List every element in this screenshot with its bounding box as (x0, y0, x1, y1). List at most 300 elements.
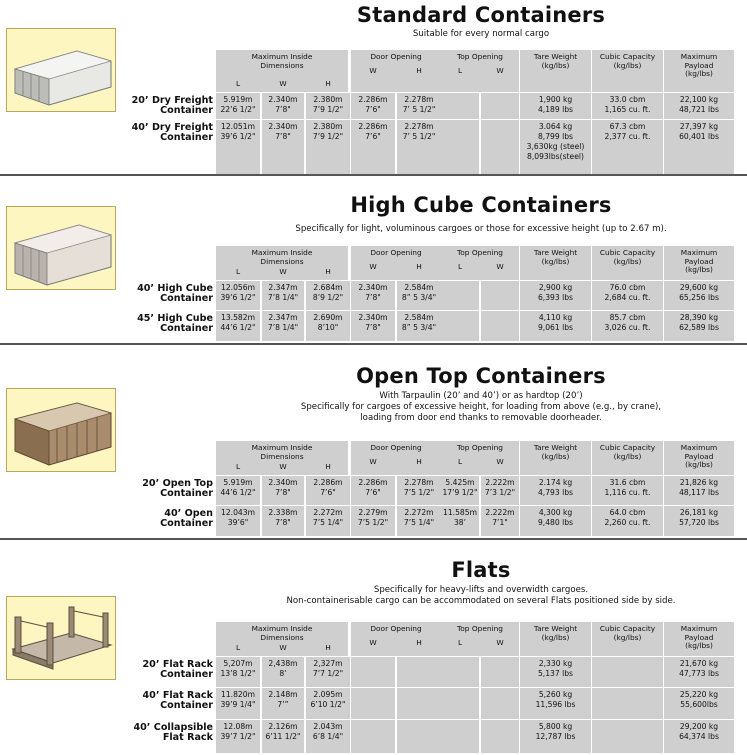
row-label (118, 479, 215, 499)
cell-line: 8’ (279, 669, 287, 678)
section-subtitle (215, 224, 747, 235)
cell-line: 2.286m (358, 95, 388, 104)
cell-w (262, 506, 304, 536)
header-line: Door Opening (370, 624, 422, 633)
row-label-line: 45’ High Cube (137, 313, 213, 324)
subtitle-line: Non-containerisable cargo can be accommodated on several Flats positioned side by side. (286, 596, 676, 606)
header-line: Tare Weight (533, 443, 578, 452)
cell-tw (481, 93, 519, 119)
cell-line: 13’8 1/2" (220, 669, 256, 678)
cell-payload (664, 311, 734, 341)
cell-line: 3.064 kg (538, 122, 573, 131)
header-top-l: L (457, 262, 463, 271)
cell-line: 25,220 kg (679, 690, 719, 699)
cell-l (216, 688, 260, 719)
cell-dw (351, 506, 395, 536)
header-cubic-capacity (592, 246, 663, 280)
cell-cubic (592, 93, 663, 119)
row-label (118, 284, 215, 304)
header-line: (kg/lbs) (613, 256, 642, 266)
header-top-w: W (496, 262, 504, 271)
header-door-w: W (369, 262, 377, 271)
row-label-line: 40’ Open (164, 508, 213, 519)
cell-line: 2,327m (313, 659, 343, 668)
cell-line: 2,260 cu. ft. (604, 518, 651, 527)
cell-tw (481, 657, 519, 687)
cell-w (262, 688, 304, 719)
cell-line: 9,480 lbs (537, 518, 574, 527)
cell-tl (441, 311, 479, 341)
subtitle-line: Specifically for cargoes of excessive height, for loading from above (e.g., by crane), (300, 402, 662, 412)
cell-line: 3,630kg (steel) (526, 142, 585, 151)
header-tare-weight (520, 50, 591, 92)
cell-tw (481, 688, 519, 719)
cell-line: 7’8" (275, 132, 291, 141)
cell-dh (397, 688, 441, 719)
cell-w (262, 120, 304, 174)
header-door-w: W (369, 66, 377, 75)
header-line: Top Opening (457, 443, 503, 452)
cell-line: 39’6" (227, 518, 249, 527)
header-cubic-capacity (592, 622, 663, 656)
cell-cubic (592, 506, 663, 536)
row-label-line: 40’ Flat Rack (142, 690, 213, 701)
cell-line: 2.222m (485, 508, 515, 517)
header-line: Tare Weight (533, 248, 578, 257)
cell-line: 2.278m (404, 122, 434, 131)
cell-line: 7’8 1/4" (267, 323, 299, 332)
cell-line: 7’3 1/2" (484, 488, 516, 497)
cell-line: 2.286m (313, 478, 343, 487)
cell-line: 2.584m (404, 313, 434, 322)
cell-line: 2.043m (313, 722, 343, 731)
header-line: (kg/lbs) (613, 632, 642, 642)
cell-line: 39’7 1/2" (220, 732, 256, 741)
cell-dh (397, 476, 441, 505)
cell-line: 2.279m (358, 508, 388, 517)
row-label-line: Container (160, 518, 213, 529)
header-max-payload (664, 441, 734, 475)
header-w: W (279, 267, 287, 276)
cell-line: 2.340m (358, 313, 388, 322)
header-door-h: H (416, 262, 422, 271)
cell-payload (664, 657, 734, 687)
cell-dh (397, 281, 441, 310)
cell-line: 57,720 lbs (679, 518, 719, 527)
cell-l (216, 720, 260, 753)
cell-line: 11,596 lbs (535, 700, 576, 709)
row-label (118, 723, 215, 743)
header-line: Dimensions (260, 451, 304, 461)
header-line: Maximum (680, 443, 718, 452)
cell-line: 8,799 lbs (537, 132, 574, 141)
cell-line: 27,397 kg (679, 122, 719, 131)
cell-line: 5,800 kg (538, 722, 573, 731)
cell-tare (520, 120, 591, 174)
header-line: Tare Weight (533, 52, 578, 61)
cell-tare (520, 93, 591, 119)
cell-line: 21,670 kg (679, 659, 719, 668)
header-tare-weight (520, 246, 591, 280)
header-line: Top Opening (457, 52, 503, 61)
row-label (118, 691, 215, 711)
cell-payload (664, 506, 734, 536)
cell-tw (481, 311, 519, 341)
cell-line: 2.286m (358, 478, 388, 487)
header-line: Door Opening (370, 443, 422, 452)
cell-line: 7’8" (275, 518, 291, 527)
header-door-w: W (369, 457, 377, 466)
header-h: H (325, 462, 331, 471)
section-divider (0, 538, 747, 540)
cell-dh (397, 506, 441, 536)
cell-payload (664, 476, 734, 505)
cell-line: 85.7 cbm (609, 313, 646, 322)
cell-line: 2.584m (404, 283, 434, 292)
header-line: Maximum (680, 248, 718, 257)
header-top-l: L (457, 638, 463, 647)
cell-cubic (592, 476, 663, 505)
cell-line: 11.820m (221, 690, 255, 699)
cell-tare (520, 506, 591, 536)
cell-line: 6’11 1/2" (265, 732, 301, 741)
cell-line: 44’6 1/2" (220, 323, 256, 332)
cell-line: 1,900 kg (538, 95, 573, 104)
cell-line: 2,377 cu. ft. (604, 132, 651, 141)
open-top-container-icon (6, 388, 116, 472)
header-line: Maximum Inside (251, 52, 313, 61)
header-top-w: W (496, 457, 504, 466)
cell-line: 12.051m (221, 122, 255, 131)
header-line: Payload (684, 256, 714, 266)
cell-line: 2.340m (268, 122, 298, 131)
cell-tw (481, 281, 519, 310)
cell-line: 7’7 1/2" (312, 669, 344, 678)
high-cube-container-icon (6, 206, 116, 290)
flat-rack-icon (6, 596, 116, 680)
cell-line: 64,374 lbs (679, 732, 719, 741)
cell-dh (397, 120, 441, 174)
header-line: Maximum Inside (251, 248, 313, 257)
cell-l (216, 657, 260, 687)
section-divider (0, 174, 747, 176)
cell-tl (441, 688, 479, 719)
cell-line: 7’6" (365, 488, 381, 497)
row-label-line: Container (160, 488, 213, 499)
cell-line: 7’5 1/2" (357, 518, 389, 527)
header-door-h: H (416, 638, 422, 647)
header-line: Maximum (680, 624, 718, 633)
row-label (118, 509, 215, 529)
cell-tare (520, 688, 591, 719)
header-line: Payload (684, 60, 714, 70)
header-door-h: H (416, 457, 422, 466)
cell-h (306, 120, 350, 174)
cell-line: 5,137 lbs (537, 669, 574, 678)
cell-line: 8” 5 3/4" (401, 323, 437, 332)
section-title: Open Top Containers (356, 364, 606, 388)
cell-cubic (592, 281, 663, 310)
cell-line: 1,165 cu. ft. (604, 105, 651, 114)
cell-line: 29,200 kg (679, 722, 719, 731)
cell-tare (520, 720, 591, 753)
cell-line: 2.380m (313, 95, 343, 104)
header-line: Cubic Capacity (599, 248, 656, 257)
section-subtitle (215, 29, 747, 40)
cell-line: 31.6 cbm (609, 478, 646, 487)
cell-line: 7’8" (275, 488, 291, 497)
cell-line: 60,401 lbs (679, 132, 719, 141)
cell-tl (441, 281, 479, 310)
cell-dw (351, 476, 395, 505)
cell-dh (397, 93, 441, 119)
cell-dh (397, 720, 441, 753)
header-line: (kg/lbs) (685, 460, 713, 469)
cell-line: 4,189 lbs (537, 105, 574, 114)
header-line: (kg/lbs) (541, 256, 570, 266)
row-label (118, 123, 215, 143)
cell-line: 5.919m (223, 478, 253, 487)
cell-l (216, 93, 260, 119)
header-line: Dimensions (260, 60, 304, 70)
header-line: (kg/lbs) (541, 632, 570, 642)
header-line: Dimensions (260, 632, 304, 642)
header-w: W (279, 79, 287, 88)
cell-line: 7’6" (320, 488, 336, 497)
cell-line: 8,093lbs(steel) (527, 152, 584, 161)
cell-tw (481, 476, 519, 505)
cell-line: 2.338m (268, 508, 298, 517)
cell-line: 7’8" (275, 105, 291, 114)
cell-line: 7’” (277, 700, 289, 709)
cell-line: 2,684 cu. ft. (604, 293, 651, 302)
header-door-h: H (416, 66, 422, 75)
cell-line: 5,207m (223, 659, 253, 668)
cell-h (306, 506, 350, 536)
cell-line: 47,773 lbs (679, 669, 719, 678)
row-label-line: Flat Rack (162, 732, 213, 743)
header-l: L (235, 79, 241, 88)
cell-line: 6,393 lbs (537, 293, 574, 302)
header-w: W (279, 462, 287, 471)
cell-line: 28,390 kg (679, 313, 719, 322)
cell-line: 2.347m (268, 283, 298, 292)
cell-line: 44’6 1/2" (220, 488, 256, 497)
header-h: H (325, 267, 331, 276)
cell-line: 22’6 1/2" (220, 105, 256, 114)
cell-payload (664, 281, 734, 310)
row-label-line: Container (160, 700, 213, 711)
header-top-l: L (457, 66, 463, 75)
cell-line: 39’9 1/4" (220, 700, 256, 709)
cell-line: 21,826 kg (679, 478, 719, 487)
header-line: (kg/lbs) (685, 265, 713, 274)
row-label-line: Container (160, 669, 213, 680)
cell-line: 2.278m (404, 478, 434, 487)
cell-line: 2.380m (313, 122, 343, 131)
cell-line: 2.286m (358, 122, 388, 131)
header-line: Payload (684, 451, 714, 461)
row-label-line: 40’ Dry Freight (131, 122, 213, 133)
cell-line: 7’9 1/2" (312, 105, 344, 114)
cell-line: 7’5 1/4" (312, 518, 344, 527)
row-label-line: 40’ Collapsible (133, 722, 213, 733)
cell-line: 7’ 5 1/2" (402, 132, 436, 141)
cell-tare (520, 281, 591, 310)
cell-cubic (592, 657, 663, 687)
header-line: (kg/lbs) (541, 60, 570, 70)
cell-line: 5.425m (445, 478, 475, 487)
cell-line: 7’5 1/4" (403, 518, 435, 527)
subtitle-line: With Tarpaulin (20’ and 40’) or as hardtop (20’) (379, 391, 583, 401)
header-w: W (279, 643, 287, 652)
cell-w (262, 720, 304, 753)
header-line: Maximum Inside (251, 624, 313, 633)
header-cubic-capacity (592, 50, 663, 92)
cell-tl (441, 476, 479, 505)
cell-line: 62,589 lbs (679, 323, 719, 332)
row-label-line: 20’ Flat Rack (142, 659, 213, 670)
cell-tl (441, 720, 479, 753)
cell-line: 6’8 1/4" (312, 732, 344, 741)
cell-line: 2.340m (358, 283, 388, 292)
cell-line: 7’6" (365, 132, 381, 141)
header-tare-weight (520, 441, 591, 475)
header-h: H (325, 643, 331, 652)
row-label-line: Container (160, 323, 213, 334)
cell-l (216, 281, 260, 310)
cell-line: 2.272m (404, 508, 434, 517)
cell-w (262, 476, 304, 505)
header-line: Cubic Capacity (599, 624, 656, 633)
section-title: Flats (451, 558, 511, 582)
header-max-payload (664, 622, 734, 656)
cell-line: 7’1" (492, 518, 508, 527)
header-line: Cubic Capacity (599, 443, 656, 452)
cell-line: 3,026 cu. ft. (604, 323, 651, 332)
header-line: Door Opening (370, 248, 422, 257)
cell-line: 39’6 1/2" (220, 132, 256, 141)
cell-w (262, 93, 304, 119)
header-line: Maximum Inside (251, 443, 313, 452)
cell-line: 1,116 cu. ft. (604, 488, 651, 497)
cell-line: 4,793 lbs (537, 488, 574, 497)
cell-line: 2.340m (268, 95, 298, 104)
cell-dw (351, 311, 395, 341)
cell-h (306, 93, 350, 119)
cell-tw (481, 120, 519, 174)
cell-line: 2.278m (404, 95, 434, 104)
cell-payload (664, 720, 734, 753)
header-l: L (235, 462, 241, 471)
header-line: Door Opening (370, 52, 422, 61)
cell-h (306, 688, 350, 719)
cell-line: 26,181 kg (679, 508, 719, 517)
dry-container-icon (6, 28, 116, 112)
row-label-line: 40’ High Cube (137, 283, 213, 294)
cell-line: 2,330 kg (538, 659, 573, 668)
header-line: (kg/lbs) (685, 641, 713, 650)
cell-line: 11.585m (443, 508, 477, 517)
header-line: Payload (684, 632, 714, 642)
cell-line: 9,061 lbs (537, 323, 574, 332)
cell-w (262, 311, 304, 341)
cell-line: 4,110 kg (538, 313, 573, 322)
cell-h (306, 657, 350, 687)
cell-cubic (592, 720, 663, 753)
cell-dw (351, 120, 395, 174)
cell-line: 29,600 kg (679, 283, 719, 292)
cell-line: 39’6 1/2" (220, 293, 256, 302)
cell-cubic (592, 688, 663, 719)
header-line: Top Opening (457, 624, 503, 633)
header-h: H (325, 79, 331, 88)
header-line: (kg/lbs) (541, 451, 570, 461)
cell-line: 8” 5 3/4" (401, 293, 437, 302)
cell-line: 33.0 cbm (609, 95, 646, 104)
section-divider (0, 343, 747, 345)
header-door-w: W (369, 638, 377, 647)
cell-w (262, 657, 304, 687)
cell-line: 38’ (453, 518, 467, 527)
cell-payload (664, 688, 734, 719)
cell-tare (520, 311, 591, 341)
cell-dw (351, 93, 395, 119)
cell-line: 2.272m (313, 508, 343, 517)
cell-l (216, 120, 260, 174)
cell-h (306, 281, 350, 310)
cell-tl (441, 506, 479, 536)
cell-line: 7’8 1/4" (267, 293, 299, 302)
cell-line: 7’8" (365, 323, 381, 332)
cell-line: 4,300 kg (538, 508, 573, 517)
cell-tl (441, 657, 479, 687)
header-line: Dimensions (260, 256, 304, 266)
header-top-l: L (457, 457, 463, 466)
row-label (118, 314, 215, 334)
cell-line: 2.174 kg (538, 478, 573, 487)
header-line: Cubic Capacity (599, 52, 656, 61)
cell-h (306, 720, 350, 753)
cell-line: 2.684m (313, 283, 343, 292)
cell-line: 8’10" (317, 323, 339, 332)
subtitle-line: loading from door end thanks to removable doorheader. (360, 413, 602, 423)
cell-line: 7’5 1/2" (403, 488, 435, 497)
cell-line: 2,438m (268, 659, 298, 668)
cell-l (216, 506, 260, 536)
cell-line: 55,600lbs (680, 700, 718, 709)
cell-dw (351, 720, 395, 753)
header-l: L (235, 643, 241, 652)
cell-line: 48,117 lbs (679, 488, 719, 497)
cell-h (306, 311, 350, 341)
cell-line: 76.0 cbm (609, 283, 646, 292)
cell-tare (520, 657, 591, 687)
header-max-payload (664, 246, 734, 280)
cell-line: 2.340m (268, 478, 298, 487)
cell-line: 7’8" (365, 293, 381, 302)
subtitle-line: Specifically for light, voluminous cargoes or those for excessive height (up to 2.67 m). (295, 224, 667, 234)
cell-dh (397, 311, 441, 341)
cell-payload (664, 120, 734, 174)
cell-line: 12.08m (223, 722, 253, 731)
cell-line: 67.3 cbm (609, 122, 646, 131)
cell-cubic (592, 120, 663, 174)
cell-tare (520, 476, 591, 505)
cell-dw (351, 688, 395, 719)
cell-line: 17’9 1/2" (442, 488, 478, 497)
cell-dw (351, 657, 395, 687)
